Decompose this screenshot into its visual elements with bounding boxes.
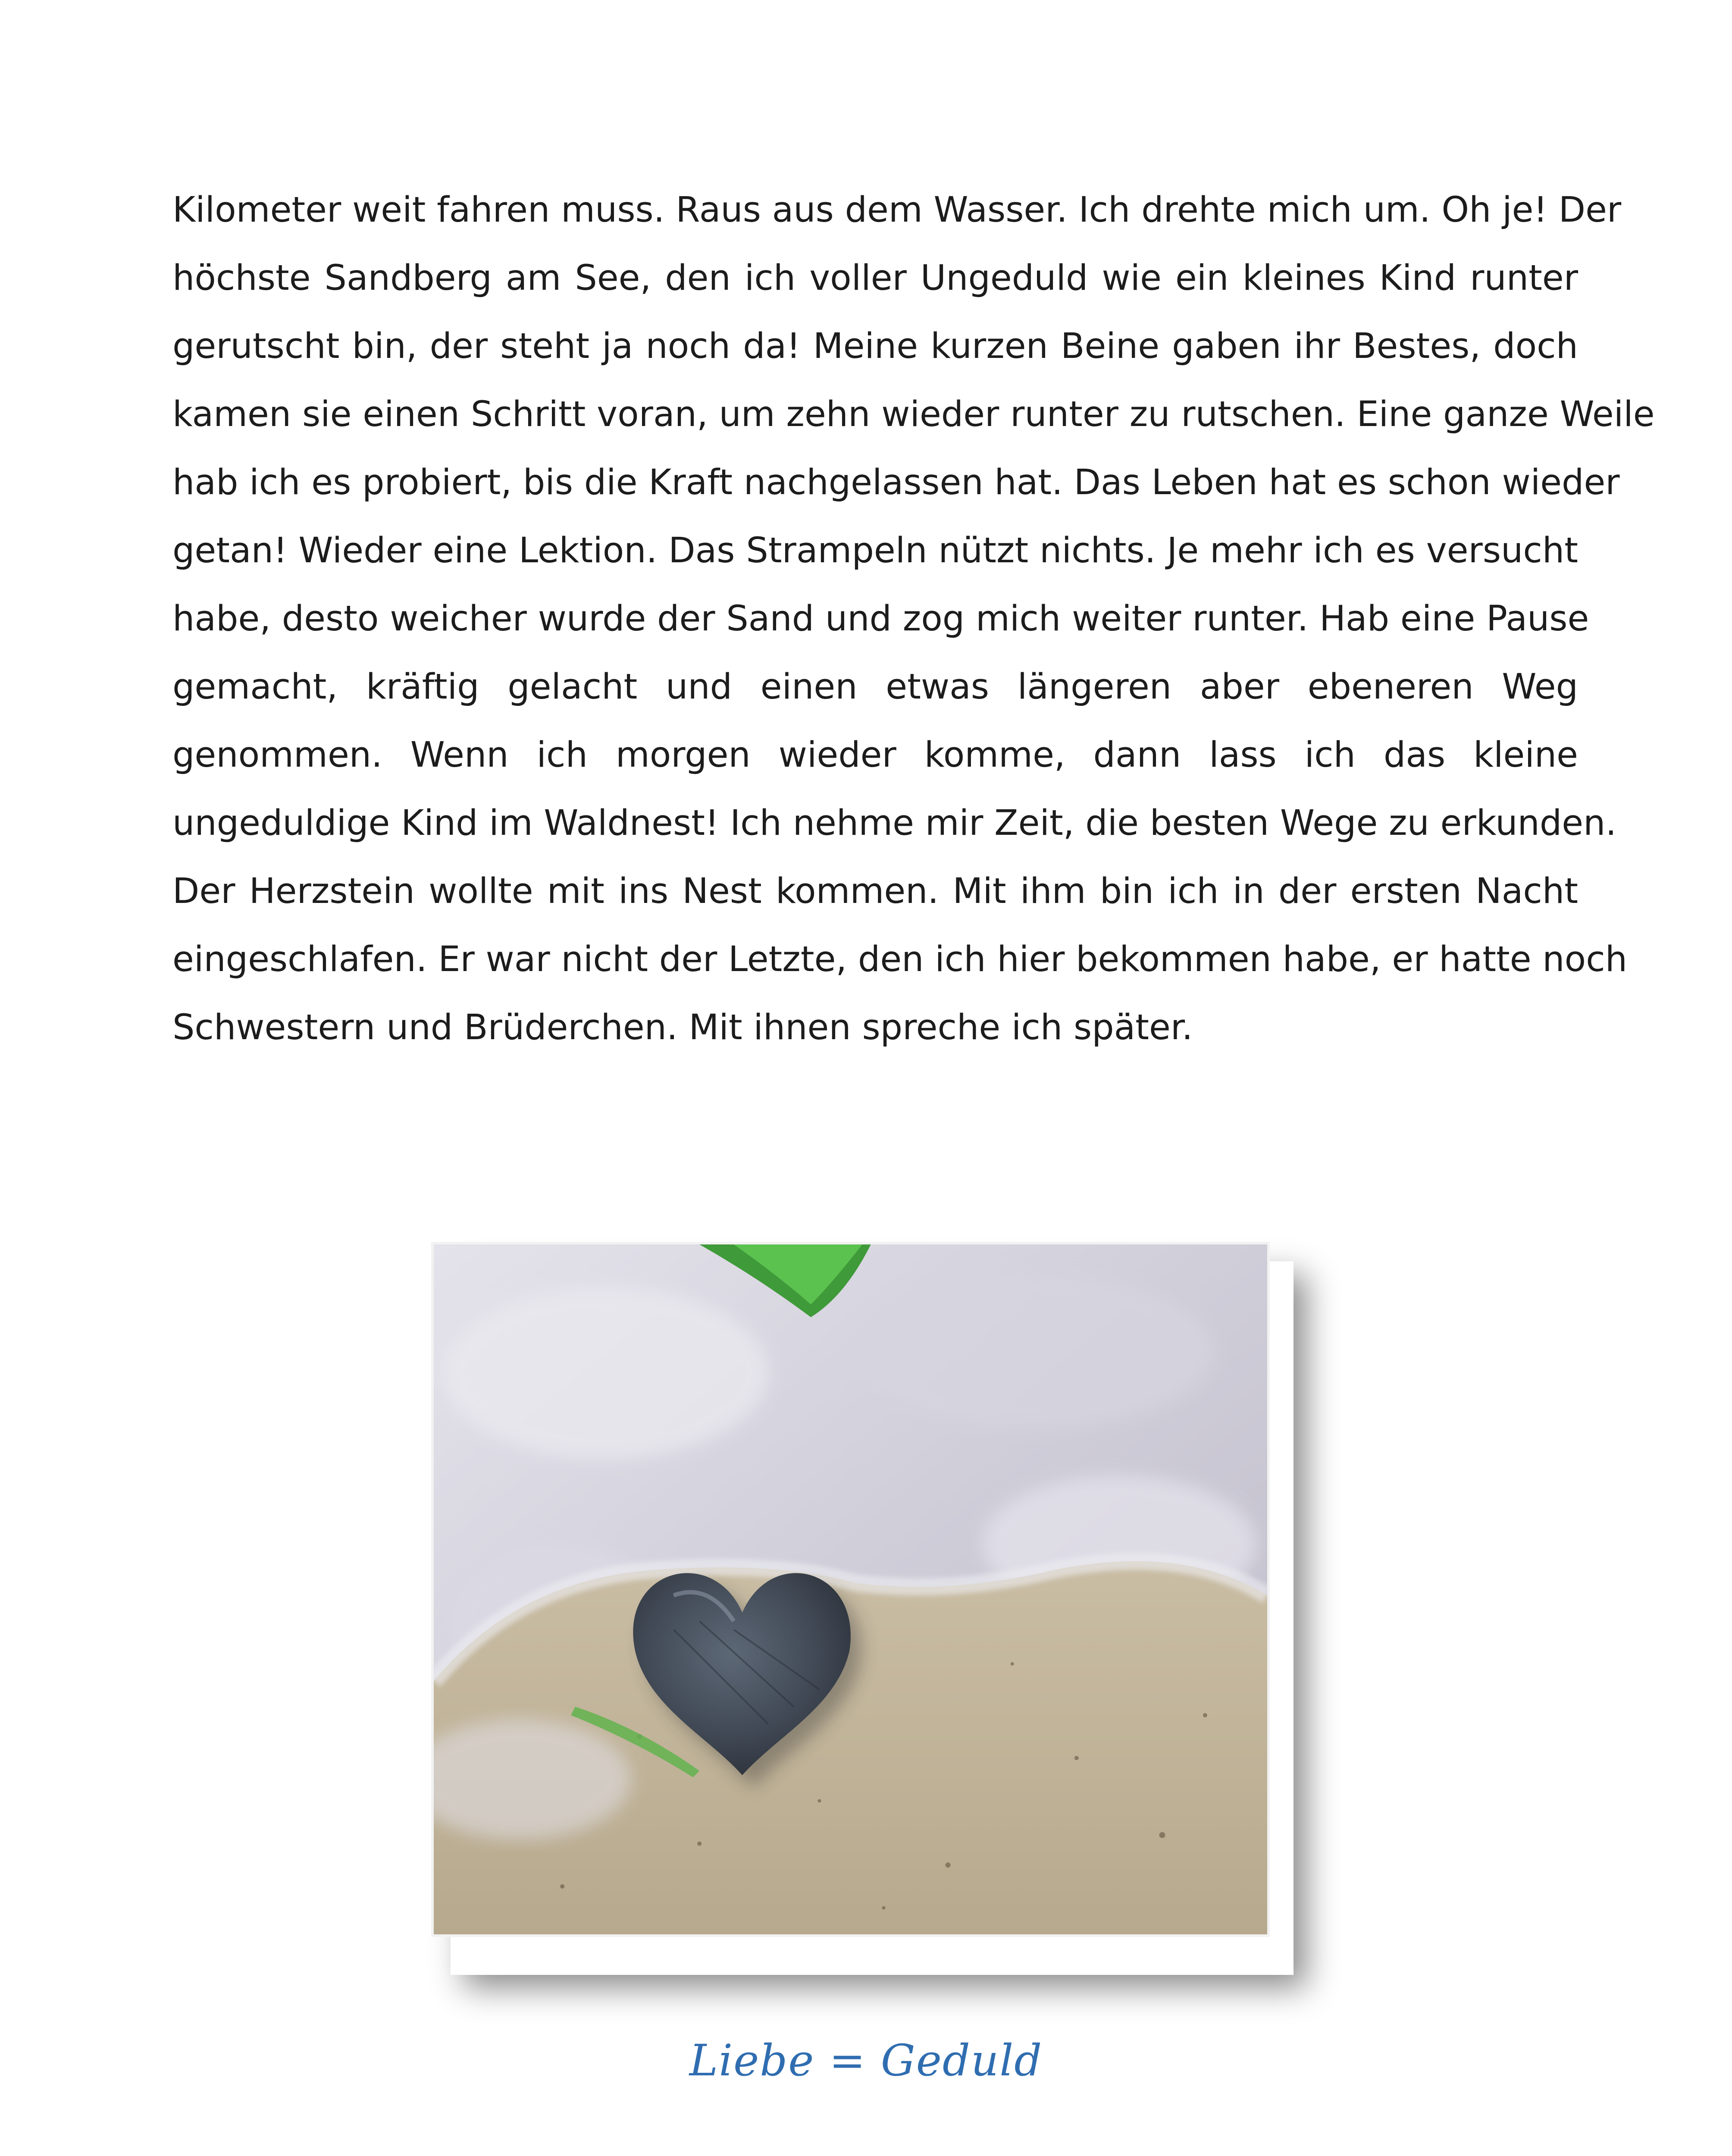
text-line: ungeduldige Kind im Waldnest! Ich nehme mir Zeit, die besten Wege zu erkunden.	[172, 803, 1617, 843]
photo-caption: Liebe = Geduld	[689, 2035, 1043, 2086]
text-line: Schwestern und Brüderchen. Mit ihnen spreche ich später.	[172, 1007, 1193, 1048]
text-line: habe, desto weicher wurde der Sand und zog mich weiter runter. Hab eine Pause	[172, 599, 1589, 639]
text-line: gerutscht bin, der steht ja noch da! Meine kurzen Beine gaben ihr Bestes, doch	[172, 326, 1578, 367]
text-line: höchste Sandberg am See, den ich voller Ungeduld wie ein kleines Kind runter	[172, 258, 1578, 298]
text-line: gemacht, kräftig gelacht und einen etwas längeren aber ebeneren Weg	[172, 667, 1578, 707]
text-line: eingeschlafen. Er war nicht der Letzte, den ich hier bekommen habe, er hatte noch	[172, 939, 1628, 980]
heart-stone-photo	[431, 1242, 1270, 1937]
text-line: Kilometer weit fahren muss. Raus aus dem Wasser. Ich drehte mich um. Oh je! Der	[172, 190, 1622, 230]
text-line: getan! Wieder eine Lektion. Das Strampeln nützt nichts. Je mehr ich es versucht	[172, 530, 1578, 571]
text-line: Der Herzstein wollte mit ins Nest kommen. Mit ihm bin ich in der ersten Nacht	[172, 871, 1578, 912]
heart-stone-illustration	[434, 1244, 1267, 1934]
body-paragraph	[172, 176, 1655, 1062]
text-line: genommen. Wenn ich morgen wieder komme, dann lass ich das kleine	[172, 735, 1578, 775]
text-line: kamen sie einen Schritt voran, um zehn wieder runter zu rutschen. Eine ganze Weile	[172, 394, 1655, 435]
text-line: hab ich es probiert, bis die Kraft nachgelassen hat. Das Leben hat es schon wieder	[172, 462, 1620, 503]
